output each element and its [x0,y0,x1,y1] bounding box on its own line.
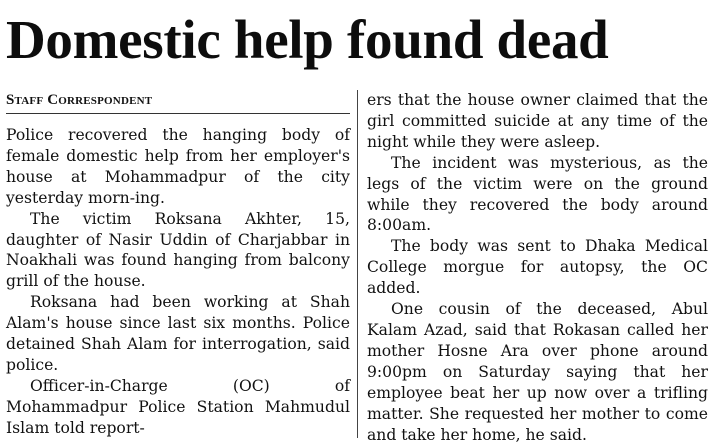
paragraph: The victim Roksana Akhter, 15, daughter of Nasir Uddin of Charjabbar in Noakhali was found hanging from balcony grill of the house. [6,209,350,291]
paragraph: Roksana had been working at Shah Alam's house since last six months. Police detained Shah Alam for interrogation, said police. [6,293,350,374]
paragraph: The body was sent to Dhaka Medical College morgue for autopsy, the OC added. [367,237,708,298]
byline-divider [6,113,350,114]
paragraph: The incident was mysterious, as the legs of the victim were on the ground while they recovered the body around 8:00am. [367,153,708,235]
article-column-right [367,90,708,445]
paragraph: Officer-in-Charge (OC) of Mohammadpur Police Station Mahmudul Islam told report- [6,376,350,437]
headline: Domestic help found dead [6,9,609,70]
paragraph: One cousin of the deceased, Abul Kalam Azad, said that Rokasan called her mother Hosne Ara over phone around 9:00pm on Saturday saying that her employee beat her up now over a trifling matter. She requested her mother to come and take her home, he said. [367,300,708,444]
article-column-left [6,125,350,439]
column-divider [357,90,358,438]
paragraph: Police recovered the hanging body of female domestic help from her employer's house at Mohammadpur of the city yesterday morn-ing. [6,126,350,207]
byline: Staff Correspondent [6,92,153,108]
paragraph-continuation: ers that the house owner claimed that the girl committed suicide at any time of the night while they were asleep. [367,91,708,151]
